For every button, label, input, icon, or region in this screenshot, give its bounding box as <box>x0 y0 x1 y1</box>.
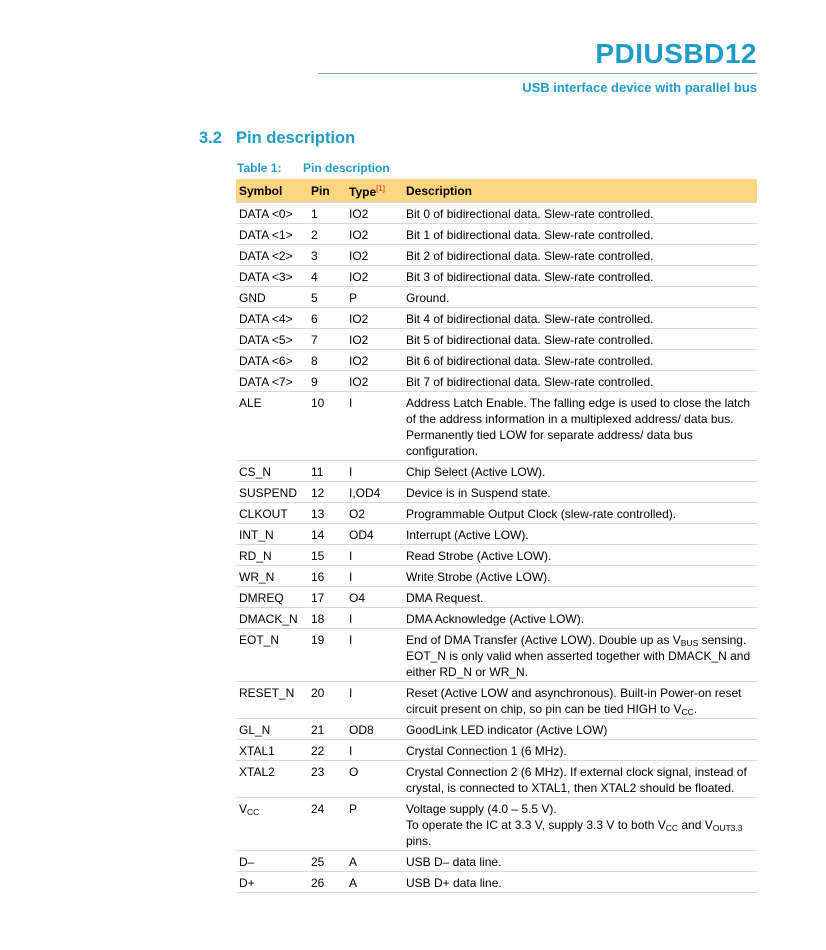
symbol-text: V <box>239 802 248 816</box>
cell-pin: 12 <box>308 482 346 503</box>
cell-description <box>403 761 757 798</box>
cell-symbol <box>236 245 308 266</box>
cell-description <box>403 224 757 245</box>
symbol-text: DATA <1> <box>239 228 293 242</box>
table-row <box>236 266 757 287</box>
table-row <box>236 329 757 350</box>
cell-pin: 6 <box>308 308 346 329</box>
symbol-text: GND <box>239 291 266 305</box>
cell-pin: 3 <box>308 245 346 266</box>
cell-description <box>403 682 757 719</box>
symbol-text: D+ <box>239 876 255 890</box>
cell-pin: 16 <box>308 566 346 587</box>
symbol-text: INT_N <box>239 528 274 542</box>
cell-symbol <box>236 503 308 524</box>
symbol-text: GL_N <box>239 723 271 737</box>
table-row <box>236 287 757 308</box>
cell-pin: 2 <box>308 224 346 245</box>
cell-description <box>403 608 757 629</box>
cell-type: I <box>346 461 403 482</box>
symbol-text: DATA <3> <box>239 270 293 284</box>
cell-pin: 10 <box>308 392 346 461</box>
table-row <box>236 350 757 371</box>
cell-symbol <box>236 203 308 224</box>
description-text: Crystal Connection 1 (6 MHz). <box>406 744 567 758</box>
cell-type: IO2 <box>346 350 403 371</box>
table-row <box>236 851 757 872</box>
description-text: and V <box>678 818 713 832</box>
table-row <box>236 566 757 587</box>
cell-symbol <box>236 566 308 587</box>
description-text: End of DMA Transfer (Active LOW). Double up as V <box>406 633 681 647</box>
cell-description <box>403 872 757 893</box>
cell-description <box>403 503 757 524</box>
cell-symbol <box>236 461 308 482</box>
table-row <box>236 392 757 461</box>
header-symbol: Symbol <box>236 179 308 203</box>
symbol-text: DATA <7> <box>239 375 293 389</box>
cell-symbol <box>236 545 308 566</box>
description-text: Bit 2 of bidirectional data. Slew-rate controlled. <box>406 249 654 263</box>
cell-type: IO2 <box>346 203 403 224</box>
description-text: Voltage supply (4.0 – 5.5 V). <box>406 802 557 816</box>
cell-type: O4 <box>346 587 403 608</box>
cell-pin: 5 <box>308 287 346 308</box>
cell-description <box>403 798 757 851</box>
cell-type: I <box>346 740 403 761</box>
table-row <box>236 503 757 524</box>
cell-type: IO2 <box>346 224 403 245</box>
symbol-text: RD_N <box>239 549 272 563</box>
table-row <box>236 245 757 266</box>
description-subscript: BUS <box>680 638 699 648</box>
cell-symbol <box>236 524 308 545</box>
cell-description <box>403 287 757 308</box>
table-row <box>236 872 757 893</box>
table-row <box>236 545 757 566</box>
cell-type: O <box>346 761 403 798</box>
cell-pin: 19 <box>308 629 346 682</box>
cell-type: I,OD4 <box>346 482 403 503</box>
cell-type: A <box>346 851 403 872</box>
cell-pin: 24 <box>308 798 346 851</box>
description-text: Address Latch Enable. The falling edge is used to close the latch of the address information in a multiplexed address/ data bus. Permanently tied LOW for separate address/ data bus configuration. <box>406 396 750 458</box>
description-text: DMA Acknowledge (Active LOW). <box>406 612 585 626</box>
cell-description <box>403 545 757 566</box>
cell-type: I <box>346 545 403 566</box>
cell-description <box>403 245 757 266</box>
cell-description <box>403 524 757 545</box>
section-heading <box>199 129 355 148</box>
symbol-text: ALE <box>239 396 262 410</box>
table-header-row <box>236 179 757 203</box>
cell-symbol <box>236 392 308 461</box>
symbol-text: DMREQ <box>239 591 284 605</box>
cell-type: OD4 <box>346 524 403 545</box>
description-text: pins. <box>406 834 432 848</box>
symbol-text: CS_N <box>239 465 272 479</box>
cell-description <box>403 329 757 350</box>
cell-description <box>403 371 757 392</box>
description-text: Read Strobe (Active LOW). <box>406 549 552 563</box>
description-subscript: OUT3.3 <box>712 823 743 833</box>
cell-pin: 20 <box>308 682 346 719</box>
cell-type: IO2 <box>346 245 403 266</box>
section-title: Pin description <box>236 129 356 147</box>
cell-pin: 18 <box>308 608 346 629</box>
table-row <box>236 203 757 224</box>
cell-pin: 15 <box>308 545 346 566</box>
cell-symbol <box>236 719 308 740</box>
symbol-text: DATA <0> <box>239 207 293 221</box>
cell-symbol <box>236 851 308 872</box>
table-row <box>236 524 757 545</box>
cell-type: OD8 <box>346 719 403 740</box>
cell-pin: 25 <box>308 851 346 872</box>
cell-type: I <box>346 566 403 587</box>
description-text: Bit 6 of bidirectional data. Slew-rate controlled. <box>406 354 654 368</box>
header-type-label: Type <box>349 185 377 199</box>
cell-symbol <box>236 608 308 629</box>
cell-symbol <box>236 308 308 329</box>
cell-type: IO2 <box>346 329 403 350</box>
cell-description <box>403 482 757 503</box>
cell-type: IO2 <box>346 371 403 392</box>
symbol-text: CLKOUT <box>239 507 288 521</box>
description-text: Bit 1 of bidirectional data. Slew-rate controlled. <box>406 228 654 242</box>
cell-symbol <box>236 287 308 308</box>
description-text: . <box>693 702 698 716</box>
description-text: Ground. <box>406 291 450 305</box>
cell-type: I <box>346 682 403 719</box>
table-row <box>236 482 757 503</box>
table-caption <box>237 161 390 175</box>
table-body <box>236 203 757 893</box>
table-row <box>236 587 757 608</box>
cell-symbol <box>236 629 308 682</box>
cell-pin: 8 <box>308 350 346 371</box>
cell-pin: 4 <box>308 266 346 287</box>
symbol-text: DATA <5> <box>239 333 293 347</box>
cell-description <box>403 350 757 371</box>
table-row <box>236 740 757 761</box>
symbol-text: WR_N <box>239 570 275 584</box>
table-row <box>236 608 757 629</box>
description-text: GoodLink LED indicator (Active LOW) <box>406 723 608 737</box>
header-type <box>346 179 403 203</box>
symbol-text: XTAL1 <box>239 744 275 758</box>
description-subscript: CC <box>665 823 679 833</box>
cell-type: IO2 <box>346 266 403 287</box>
cell-pin: 1 <box>308 203 346 224</box>
cell-pin: 11 <box>308 461 346 482</box>
table-row <box>236 461 757 482</box>
cell-type: I <box>346 608 403 629</box>
symbol-text: DATA <4> <box>239 312 293 326</box>
table-row <box>236 629 757 682</box>
cell-type: IO2 <box>346 308 403 329</box>
pin-description-table <box>236 179 757 893</box>
symbol-text: RESET_N <box>239 686 295 700</box>
cell-pin: 26 <box>308 872 346 893</box>
table-row <box>236 719 757 740</box>
description-text: Crystal Connection 2 (6 MHz). If external clock signal, instead of crystal, is connected to XTAL1, then XTAL2 should be floated. <box>406 765 747 795</box>
table-row <box>236 798 757 851</box>
description-text: USB D+ data line. <box>406 876 502 890</box>
cell-pin: 21 <box>308 719 346 740</box>
table-row <box>236 371 757 392</box>
header-description: Description <box>403 179 757 203</box>
header-pin: Pin <box>308 179 346 203</box>
cell-description <box>403 266 757 287</box>
description-text: Chip Select (Active LOW). <box>406 465 546 479</box>
cell-symbol <box>236 350 308 371</box>
description-text: Bit 5 of bidirectional data. Slew-rate controlled. <box>406 333 654 347</box>
document-subtitle: USB interface device with parallel bus <box>522 80 757 95</box>
table-row <box>236 224 757 245</box>
cell-symbol <box>236 482 308 503</box>
cell-type: I <box>346 629 403 682</box>
table-row <box>236 682 757 719</box>
cell-symbol <box>236 224 308 245</box>
description-text: Interrupt (Active LOW). <box>406 528 529 542</box>
cell-pin: 17 <box>308 587 346 608</box>
description-subscript: CC <box>681 707 694 717</box>
cell-description <box>403 566 757 587</box>
description-text: Device is in Suspend state. <box>406 486 551 500</box>
description-text: Programmable Output Clock (slew-rate controlled). <box>406 507 677 521</box>
footnote-reference: [1] <box>376 184 386 193</box>
cell-description <box>403 461 757 482</box>
cell-symbol <box>236 266 308 287</box>
cell-pin: 23 <box>308 761 346 798</box>
symbol-text: D– <box>239 855 255 869</box>
cell-symbol <box>236 872 308 893</box>
cell-pin: 7 <box>308 329 346 350</box>
symbol-text: DATA <2> <box>239 249 293 263</box>
cell-symbol <box>236 761 308 798</box>
cell-pin: 14 <box>308 524 346 545</box>
cell-description <box>403 629 757 682</box>
cell-type: I <box>346 392 403 461</box>
table-caption-title: Pin description <box>303 161 390 175</box>
table-row <box>236 761 757 798</box>
cell-symbol <box>236 798 308 851</box>
symbol-text: SUSPEND <box>239 486 298 500</box>
table-row <box>236 308 757 329</box>
cell-type: P <box>346 287 403 308</box>
description-text: Reset (Active LOW and asynchronous). Built-in Power-on reset circuit present on chip, so pin can be tied HIGH to V <box>406 686 742 716</box>
description-text: Write Strobe (Active LOW). <box>406 570 551 584</box>
cell-symbol <box>236 587 308 608</box>
document-title: PDIUSBD12 <box>595 38 757 69</box>
cell-description <box>403 308 757 329</box>
cell-pin: 22 <box>308 740 346 761</box>
cell-symbol <box>236 329 308 350</box>
description-text: Bit 0 of bidirectional data. Slew-rate controlled. <box>406 207 654 221</box>
symbol-text: EOT_N <box>239 633 280 647</box>
cell-type: P <box>346 798 403 851</box>
section-number: 3.2 <box>199 129 222 147</box>
cell-description <box>403 719 757 740</box>
title-rule <box>318 73 757 74</box>
description-text: Bit 4 of bidirectional data. Slew-rate controlled. <box>406 312 654 326</box>
cell-description <box>403 740 757 761</box>
cell-symbol <box>236 682 308 719</box>
cell-description <box>403 203 757 224</box>
table-caption-label: Table 1: <box>237 161 282 175</box>
description-text: USB D– data line. <box>406 855 502 869</box>
description-text: Bit 7 of bidirectional data. Slew-rate controlled. <box>406 375 654 389</box>
cell-description <box>403 392 757 461</box>
cell-description <box>403 587 757 608</box>
symbol-subscript: CC <box>247 807 260 817</box>
cell-description <box>403 851 757 872</box>
symbol-text: DATA <6> <box>239 354 293 368</box>
cell-type: O2 <box>346 503 403 524</box>
cell-pin: 9 <box>308 371 346 392</box>
cell-symbol <box>236 740 308 761</box>
description-text: sensing. EOT_N is only valid when asserted together with DMACK_N and either RD_N or WR_N. <box>406 633 751 679</box>
description-text: DMA Request. <box>406 591 484 605</box>
cell-pin: 13 <box>308 503 346 524</box>
description-text: Bit 3 of bidirectional data. Slew-rate controlled. <box>406 270 654 284</box>
symbol-text: DMACK_N <box>239 612 298 626</box>
cell-type: A <box>346 872 403 893</box>
cell-symbol <box>236 371 308 392</box>
symbol-text: XTAL2 <box>239 765 275 779</box>
description-text: To operate the IC at 3.3 V, supply 3.3 V to both V <box>406 818 666 832</box>
